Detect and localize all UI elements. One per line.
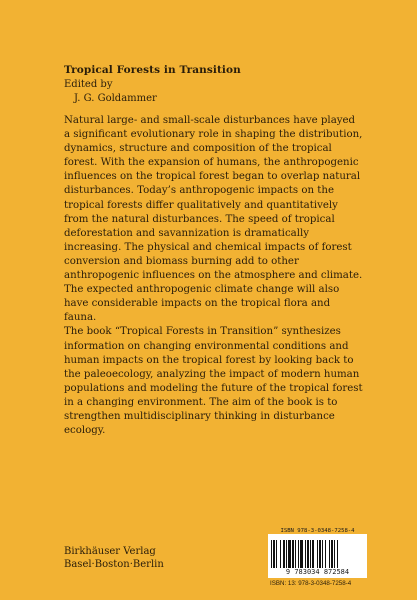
description <box>64 114 364 438</box>
barcode-stripe <box>325 540 326 568</box>
barcode-stripe <box>322 540 323 568</box>
barcode-stripe <box>288 540 291 568</box>
barcode-stripe <box>305 540 306 568</box>
barcode-stripe <box>273 540 275 568</box>
barcode-stripe <box>271 540 272 568</box>
barcode-stripe <box>334 540 335 568</box>
barcode-stripe <box>329 540 330 568</box>
barcode <box>268 534 367 578</box>
publisher-cities: Basel·Boston·Berlin <box>64 559 164 570</box>
editor-name: J. G. Goldammer <box>74 93 157 104</box>
barcode-number: 9 783034 872584 <box>285 568 350 576</box>
isbn-footer: ISBN: 13: 978-3-0348-7258-4 <box>270 580 352 587</box>
barcode-stripe <box>312 540 314 568</box>
barcode-stripe <box>295 540 296 568</box>
barcode-isbn-label: ISBN 978-3-0348-7258-4 <box>280 528 355 534</box>
barcode-stripe <box>292 540 294 568</box>
description-paragraph: Natural large- and small-scale disturbances have played a significant evolutionary role in shaping the distribution, dynamics, structure and composition of the tropical forest. With the expansion of humans, the anthropogenic influences on the tropical forest began to overlap natural disturbances. Today’s anthropogenic impacts on the tropical forests differ qualitatively and quantitatively from the natural disturbances. The speed of tropical deforestation and savannization is dramatically increasing. The physical and chemical impacts of forest conversion and biomass burning add to other anthropogenic influences on the atmosphere and climate. The expected anthropogenic climate change will also have considerable impacts on the tropical flora and fauna. <box>64 115 363 324</box>
barcode-bars <box>271 540 364 568</box>
barcode-stripe <box>300 540 303 568</box>
barcode-stripe <box>276 540 277 568</box>
barcode-stripe <box>286 540 287 568</box>
publisher-name: Birkhäuser Verlag <box>64 546 156 557</box>
barcode-stripe <box>319 540 321 568</box>
barcode-stripe <box>280 540 281 568</box>
barcode-stripe <box>298 540 299 568</box>
barcode-stripe <box>307 540 309 568</box>
description-paragraph: The book “Tropical Forests in Transition” synthesizes information on changing environmental conditions and human impacts on the tropical forest by looking back to the paleoecology, analyzing the impact of modern human populations and modeling the future of the tropical forest in a changing environment. The aim of the book is to strengthen multidisciplinary thinking in disturbance ecology. <box>64 326 363 437</box>
edited-by-label: Edited by <box>64 79 113 90</box>
barcode-stripe <box>310 540 311 568</box>
barcode-stripe <box>283 540 285 568</box>
book-title: Tropical Forests in Transition <box>64 64 241 76</box>
barcode-stripe <box>337 540 338 568</box>
barcode-stripe <box>331 540 333 568</box>
barcode-stripe <box>317 540 318 568</box>
